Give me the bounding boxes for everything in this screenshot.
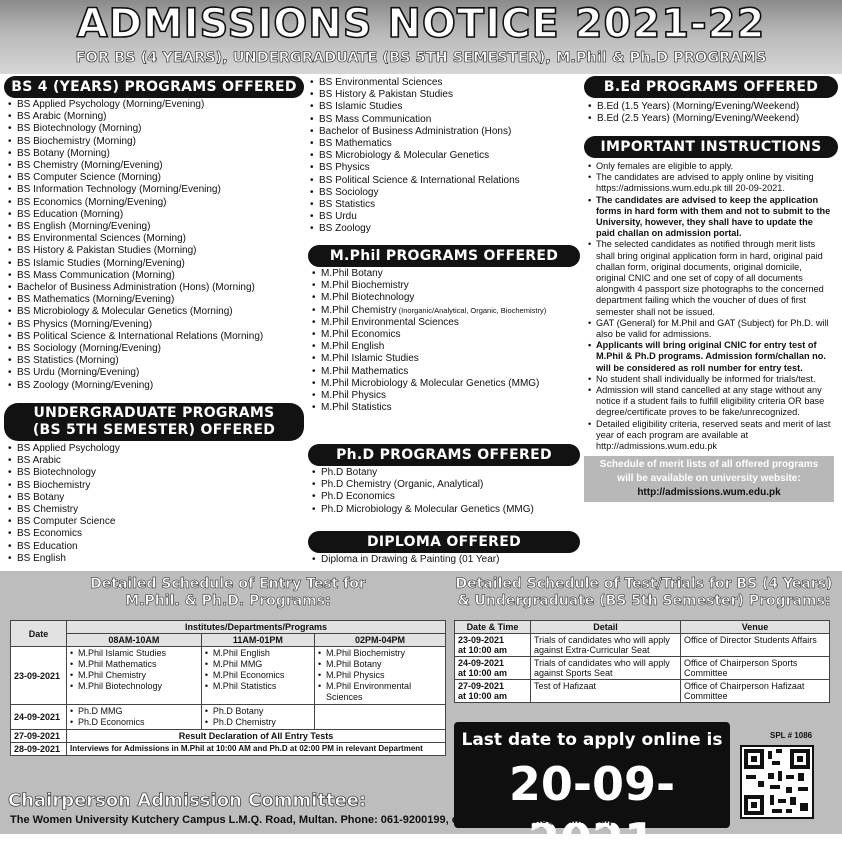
trial-detail: Trials of candidates who will apply against Extra-Curricular Seat [531,634,681,657]
list-item: • BS Sociology [310,187,580,199]
list-item: • BS Chemistry (Morning/Evening) [8,160,306,172]
header-banner [0,0,842,74]
phd-list [312,467,580,516]
spl-number: SPL # 1086 [770,731,813,740]
bed-heading: B.Ed PROGRAMS OFFERED [584,76,838,98]
sched1-title-line2: M.Phil. & Ph.D. Programs: [125,593,331,609]
list-item: • BS Mass Communication [310,114,580,126]
merit-box [584,456,834,502]
trial-venue: Office of Chairperson Sports Committee [681,657,830,680]
list-item: • BS Zoology [310,223,580,235]
list-item: • Ph.D Microbiology & Molecular Genetics (MMG) [312,504,580,516]
list-item: • BS Environmental Sciences [310,77,580,89]
mphil-section [308,245,580,414]
t2-col-venue: Venue [681,621,830,634]
committee-title: Chairperson Admission Committee: [8,790,367,811]
diploma-section [308,531,580,566]
list-item: • BS Arabic [8,455,306,467]
bs-section [4,76,306,392]
col-group: Institutes/Departments/Programs [67,621,446,634]
list-item: • BS Chemistry [8,504,306,516]
list-item: • BS Islamic Studies (Morning/Evening) [8,258,306,270]
list-item: • Bachelor of Business Administration (Hons) [310,126,580,138]
slot-3: 02PM-04PM [315,634,446,647]
list-item: • BS Botany (Morning) [8,148,306,160]
cell-item: • M.Phil Chemistry [70,670,198,681]
trial-date-cell [455,680,531,703]
instruction-item: • Detailed eligibility criteria, reserved seats and merit of last year of each program are available at http://admissions.wum.edu.pk [588,419,832,453]
ug2-list [310,77,580,236]
list-item: • BS Education (Morning) [8,209,306,221]
r4-date: 28-09-2021 [11,743,67,756]
r4-text: Interviews for Admissions in M.Phil at 10:00 AM and Ph.D at 02:00 PM in relevant Department [67,743,446,756]
chemistry-note: (Inorganic/Analytical, Organic, Biochemistry) [396,305,547,315]
trial-time: at 10:00 am [458,668,508,678]
sched2-title [450,576,838,610]
cell-item: • M.Phil Economics [205,670,311,681]
list-item: • B.Ed (2.5 Years) (Morning/Evening/Weekend) [588,113,838,125]
list-item: • Ph.D Botany [312,467,580,479]
list-item: • BS Zoology (Morning/Evening) [8,380,306,392]
cell-item: • M.Phil Biotechnology [70,681,198,692]
cell-item: • Ph.D MMG [70,706,198,717]
trial-date: 27-09-2021 [458,681,505,691]
r1-a [67,647,202,705]
ug-list [8,443,306,565]
list-item: • BS Biochemistry [8,480,306,492]
list-item: • BS Arabic (Morning) [8,111,306,123]
r1-b [201,647,314,705]
instruction-item: • The selected candidates as notified through merit lists shall bring original application form in hard, original paid challan form, original documents, original domicile, original CNIC and one set of copy of all documents alongwith 4 passport size photographs to the concerned department failing which the voucher of dues of first semester shall not be issued. [588,239,832,317]
ug-heading [4,403,304,441]
r1-c [315,647,446,705]
table-row [455,634,830,657]
qr-code-icon [740,745,814,819]
list-item: • BS Biotechnology (Morning) [8,123,306,135]
r3-text: Result Declaration of All Entry Tests [67,730,446,743]
instruction-item: • Applicants will bring original CNIC for entry test of M.Phil & Ph.D programs. Admission form/challan no. will be considered as roll number for entry test. [588,340,832,374]
list-item: • BS Economics (Morning/Evening) [8,197,306,209]
list-item: • BS Political Science & International Relations (Morning) [8,331,306,343]
instruction-item: • Only females are eligible to apply. [588,161,832,172]
list-item: • BS English [8,553,306,565]
list-item: • BS Computer Science (Morning) [8,172,306,184]
trial-date: 23-09-2021 [458,635,505,645]
trials-table [454,620,830,703]
list-item: • BS Information Technology (Morning/Evening) [8,184,306,196]
sched2-title-line2: & Undergraduate (BS 5th Semester) Programs: [457,593,831,609]
table-row [455,680,830,703]
list-item: • BS Islamic Studies [310,101,580,113]
trial-time: at 10:00 am [458,691,508,701]
list-item: • BS Urdu [310,211,580,223]
cell-item: • M.Phil Islamic Studies [70,648,198,659]
instruction-item: • No student shall individually be informed for trials/test. [588,374,832,385]
list-item: • BS Mathematics (Morning/Evening) [8,294,306,306]
list-item: • M.Phil English [312,341,580,353]
list-item: • M.Phil Microbiology & Molecular Genetics (MMG) [312,378,580,390]
list-item: • BS Physics [310,162,580,174]
list-item: • BS Applied Psychology [8,443,306,455]
r1-date: 23-09-2021 [11,647,67,705]
list-item: • BS Physics (Morning/Evening) [8,319,306,331]
list-item: • BS Botany [8,492,306,504]
list-item: • BS Microbiology & Molecular Genetics (Morning) [8,306,306,318]
phd-heading: Ph.D PROGRAMS OFFERED [308,444,580,466]
instruction-item: • The candidates are advised to apply online by visiting https://admissions.wum.edu.pk till 20-09-2021. [588,172,832,194]
cell-item: • M.Phil Mathematics [70,659,198,670]
mphil-heading: M.Phil PROGRAMS OFFERED [308,245,580,267]
cell-item: • Ph.D Economics [70,717,198,728]
list-item: • Ph.D Economics [312,491,580,503]
ug-continued [310,77,580,236]
entry-test-table [10,620,446,756]
r2-b [201,705,314,730]
trial-venue: Office of Director Students Affairs [681,634,830,657]
r2-c [315,705,446,730]
list-item: • M.Phil Chemistry (Inorganic/Analytical, Organic, Biochemistry) [312,305,580,317]
trial-venue: Office of Chairperson Hafizaat Committee [681,680,830,703]
cell-item: • M.Phil Environmental [318,681,442,692]
r2-a [67,705,202,730]
list-item: • M.Phil Islamic Studies [312,353,580,365]
instruction-item: • GAT (General) for M.Phil and GAT (Subject) for Ph.D. will also be valid for admissions. [588,318,832,340]
cell-item: • M.Phil Physics [318,670,442,681]
t2-col-date: Date & Time [455,621,531,634]
instructions-list [588,161,832,452]
diploma-list [312,554,580,566]
merit-line2: will be available on university website: [617,473,801,485]
ug-heading-line2: (BS 5TH SEMESTER) OFFERED [32,422,276,438]
trial-detail: Test of Hafizaat [531,680,681,703]
list-item: • M.Phil Economics [312,329,580,341]
trial-date: 24-09-2021 [458,658,505,668]
list-item: • BS Environmental Sciences (Morning) [8,233,306,245]
list-item: • BS Statistics [310,199,580,211]
table-row [455,657,830,680]
phd-section [308,444,580,516]
list-item: • BS Statistics (Morning) [8,355,306,367]
r1-c-cont: Sciences [326,692,363,702]
list-item: • BS Economics [8,528,306,540]
sched1-title-line1: Detailed Schedule of Entry Test for [90,576,366,592]
cell-item: • Ph.D Botany [205,706,311,717]
list-item: • B.Ed (1.5 Years) (Morning/Evening/Weekend) [588,101,838,113]
last-date-label: Last date to apply online is [461,730,723,750]
instruction-item: • The candidates are advised to keep the application forms in hard form with them and not to submit to the University, however, they shall have to update the paid challan on admission portal. [588,195,832,240]
cell-item: • M.Phil Biochemistry [318,648,442,659]
instruction-item: • Admission will stand cancelled at any stage without any notice if a student fails to fulfill eligibility criteria OR base degree/certificate proves to be fake/unrecognized. [588,385,832,419]
last-date-box [454,722,730,867]
list-item: • BS Sociology (Morning/Evening) [8,343,306,355]
list-item: • BS Political Science & International Relations [310,175,580,187]
notice-subtitle: FOR BS (4 YEARS), UNDERGRADUATE (BS 5TH SEMESTER), M.Phil & Ph.D PROGRAMS [75,50,767,66]
list-item: • BS English (Morning/Evening) [8,221,306,233]
cell-item: • M.Phil English [205,648,311,659]
list-item: • BS Mass Communication (Morning) [8,270,306,282]
ug-section [4,403,306,565]
notice-title: ADMISSIONS NOTICE 2021-22 [76,1,766,47]
list-item: • BS Biochemistry (Morning) [8,136,306,148]
bed-list [588,101,838,125]
mphil-list [312,268,580,414]
cell-item: • M.Phil Statistics [205,681,311,692]
qr-code-graphic [742,747,812,817]
list-item: • Bachelor of Business Administration (Hons) (Morning) [8,282,306,294]
diploma-heading: DIPLOMA OFFERED [308,531,580,553]
list-item: • BS History & Pakistan Studies (Morning) [8,245,306,257]
merit-line3: http://admissions.wum.edu.pk [637,487,781,499]
list-item: • M.Phil Physics [312,390,580,402]
instructions-heading: IMPORTANT INSTRUCTIONS [584,136,838,158]
r3-date: 27-09-2021 [11,730,67,743]
cell-item: • Ph.D Chemistry [205,717,311,728]
bed-section [584,76,838,125]
footer-address: The Women University Kutchery Campus L.M.Q. Road, Multan. Phone: 061-9200199, email: admissions@wum.edu.pk [10,814,622,826]
list-item: • BS Microbiology & Molecular Genetics [310,150,580,162]
cell-item: • M.Phil Botany [318,659,442,670]
list-item: • BS History & Pakistan Studies [310,89,580,101]
cell-item: • M.Phil MMG [205,659,311,670]
list-item: • BS Applied Psychology (Morning/Evening) [8,99,306,111]
trial-date-cell [455,634,531,657]
bs-heading: BS 4 (YEARS) PROGRAMS OFFERED [4,76,304,98]
list-item: • M.Phil Biochemistry [312,280,580,292]
list-item: • M.Phil Mathematics [312,366,580,378]
r2-date: 24-09-2021 [11,705,67,730]
slot-2: 11AM-01PM [201,634,314,647]
list-item: • Ph.D Chemistry (Organic, Analytical) [312,479,580,491]
merit-line1: Schedule of merit lists of all offered programs [599,459,819,471]
trial-date-cell [455,657,531,680]
list-item: • BS Computer Science [8,516,306,528]
list-item: • BS Education [8,541,306,553]
list-item: • M.Phil Botany [312,268,580,280]
list-item: • BS Urdu (Morning/Evening) [8,367,306,379]
slot-1: 08AM-10AM [67,634,202,647]
list-item: • BS Mathematics [310,138,580,150]
instructions-section [584,136,838,502]
list-item: • BS Biotechnology [8,467,306,479]
last-date-value: 20-09-2021 [508,757,676,867]
ug-heading-line1: UNDERGRADUATE PROGRAMS [33,405,275,421]
list-item: • M.Phil Statistics [312,402,580,414]
trial-detail: Trials of candidates who will apply against Sports Seat [531,657,681,680]
sched2-title-line1: Detailed Schedule of Test/Trials for BS (4 Years) [455,576,833,592]
trial-time: at 10:00 am [458,645,508,655]
list-item: • M.Phil Environmental Sciences [312,317,580,329]
bs-list [8,99,306,392]
col-date: Date [11,621,67,647]
list-item: • M.Phil Biotechnology [312,292,580,304]
list-item: • Diploma in Drawing & Painting (01 Year) [312,554,580,566]
sched1-title [8,576,448,610]
t2-col-detail: Detail [531,621,681,634]
